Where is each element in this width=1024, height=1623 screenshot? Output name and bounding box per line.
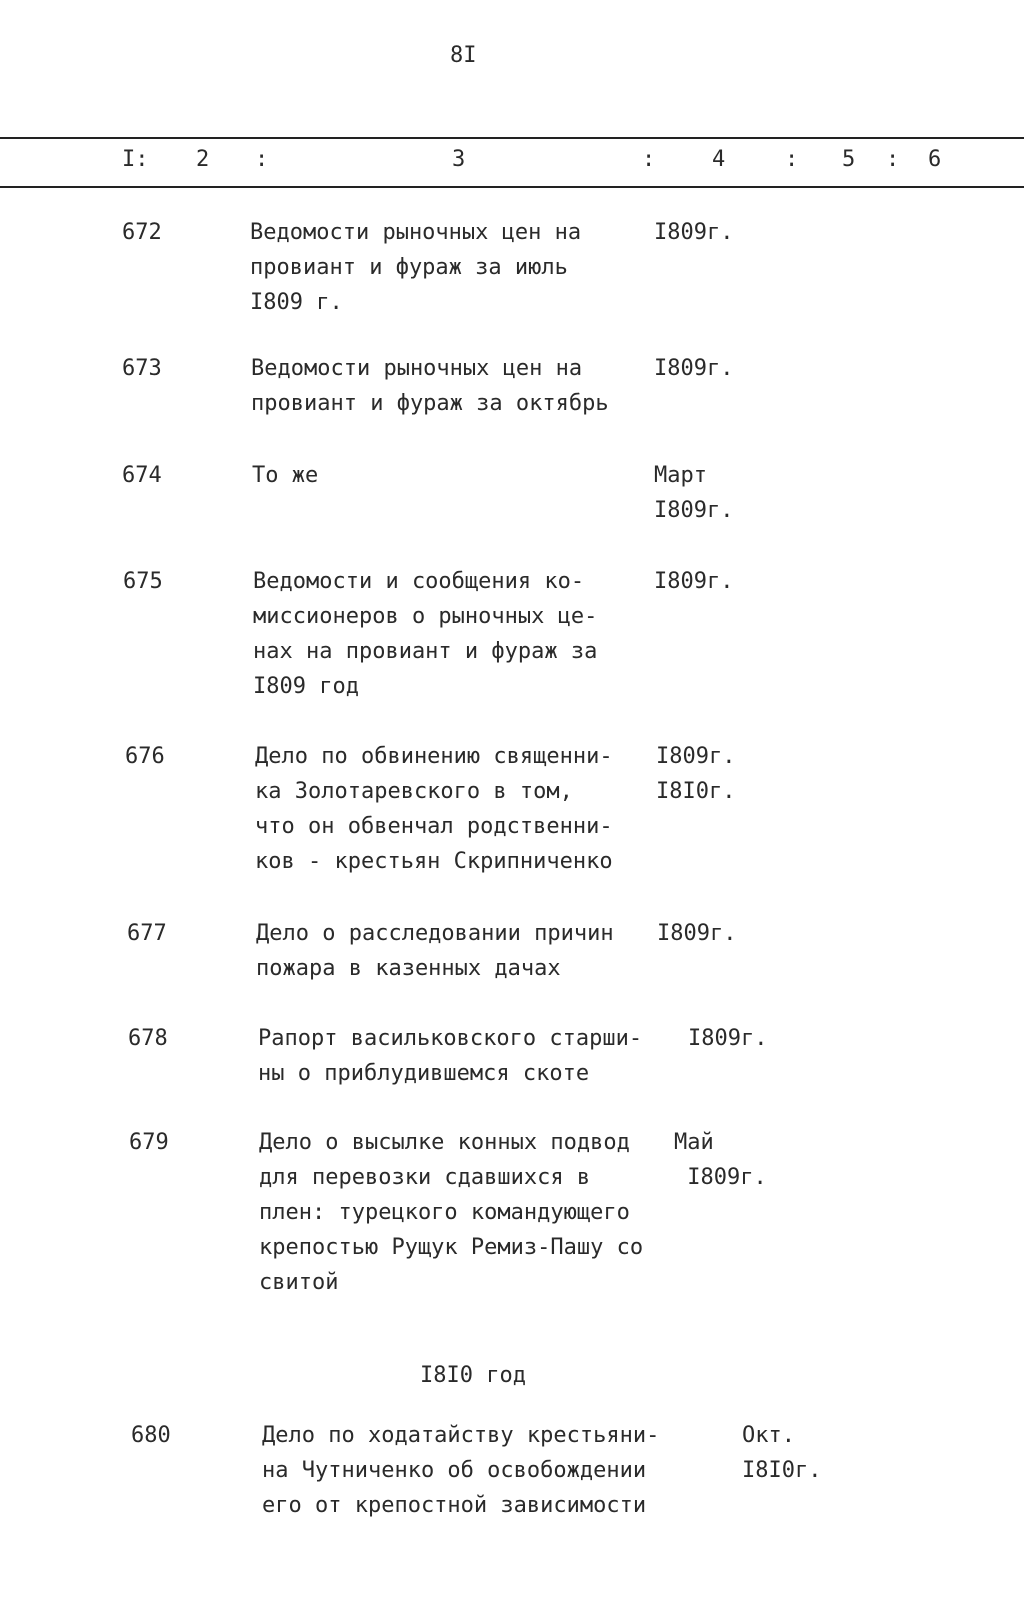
item-description-line: Дело по ходатайству крестьяни-	[262, 1423, 660, 1448]
item-date-line: I809г.	[674, 1165, 767, 1190]
item-description-line: нах на провиант и фураж за	[253, 639, 598, 664]
item-description-line: для перевозки сдавшихся в	[259, 1165, 591, 1190]
item-number: 674	[122, 463, 162, 488]
item-description-line: свитой	[259, 1270, 339, 1295]
section-heading: I8I0 год	[420, 1363, 526, 1388]
page-number: 8I	[450, 43, 477, 68]
header-bottom-rule	[0, 186, 1024, 188]
item-description-line: плен: турецкого командующего	[259, 1200, 630, 1225]
column-header: :	[886, 147, 900, 172]
item-date-line: Март	[654, 463, 707, 488]
item-description-line: ны о приблудившемся скоте	[258, 1061, 590, 1086]
item-description-line: Ведомости рыночных цен на	[250, 220, 582, 245]
item-description-line: миссионеров о рыночных це-	[253, 604, 598, 629]
item-number: 673	[122, 356, 162, 381]
item-number: 677	[127, 921, 167, 946]
item-description-line: Ведомости рыночных цен на	[251, 356, 583, 381]
item-number: 675	[123, 569, 163, 594]
item-date-line: I809г.	[688, 1026, 768, 1051]
item-date-line: I809г.	[657, 921, 737, 946]
item-date-line: I809г.	[656, 744, 736, 769]
item-date-line: I809г.	[654, 498, 734, 523]
item-description-line: Дело о расследовании причин	[256, 921, 614, 946]
column-header: 6	[928, 147, 942, 172]
item-description-line: ков - крестьян Скрипниченко	[255, 849, 613, 874]
item-description-line: I809 год	[253, 674, 359, 699]
column-header: 5	[842, 147, 856, 172]
item-date-line: I8I0г.	[742, 1458, 822, 1483]
item-description-line: пожара в казенных дачах	[256, 956, 561, 981]
item-number: 678	[128, 1026, 168, 1051]
item-description-line: Ведомости и сообщения ко-	[253, 569, 585, 594]
item-description-line: на Чутниченко об освобождении	[262, 1458, 647, 1483]
item-number: 680	[131, 1423, 171, 1448]
item-date-line: I809г.	[654, 220, 734, 245]
header-top-rule	[0, 137, 1024, 139]
item-description-line: его от крепостной зависимости	[262, 1493, 647, 1518]
item-description-line: Дело по обвинению священни-	[255, 744, 613, 769]
item-date-line: Окт.	[742, 1423, 795, 1448]
item-number: 672	[122, 220, 162, 245]
column-header: 2	[196, 147, 210, 172]
item-description-line: Дело о высылке конных подвод	[259, 1130, 630, 1155]
item-description-line: крепостью Рущук Ремиз-Пашу со	[259, 1235, 644, 1260]
item-description-line: Рапорт васильковского старши-	[258, 1026, 643, 1051]
column-header: :	[785, 147, 799, 172]
item-description-line: I809 г.	[250, 290, 343, 315]
item-description-line: что он обвенчал родственни-	[255, 814, 613, 839]
column-header: 4	[712, 147, 726, 172]
item-date-line: I809г.	[654, 569, 734, 594]
column-header: 3	[452, 147, 466, 172]
item-date-line: I809г.	[654, 356, 734, 381]
column-header: :	[642, 147, 656, 172]
item-description-line: провиант и фураж за июль	[250, 255, 568, 280]
column-header: I:	[122, 147, 149, 172]
item-description-line: ка Золотаревского в том,	[255, 779, 573, 804]
item-date-line: Май	[674, 1130, 714, 1155]
item-description-line: провиант и фураж за октябрь	[251, 391, 609, 416]
item-number: 676	[125, 744, 165, 769]
item-number: 679	[129, 1130, 169, 1155]
item-description-line: То же	[252, 463, 319, 488]
item-date-line: I8I0г.	[656, 779, 736, 804]
column-header: :	[255, 147, 269, 172]
